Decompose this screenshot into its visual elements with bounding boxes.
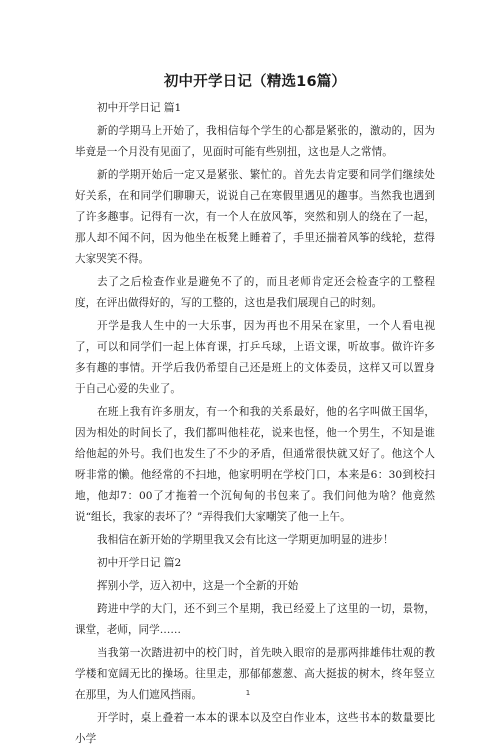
page-number: 1	[245, 689, 251, 697]
paragraph: 去了之后检查作业是避免不了的，而且老师肯定还会检查字的工整程度，在评出做得好的，写的工整的，这也是我们展现自己的时刻。	[75, 276, 435, 309]
paragraph: 挥别小学，迈入初中，这是一个全新的开始	[97, 580, 299, 592]
paragraph: 当我第一次踏进初中的校门时，首先映入眼帘的是那两排雄伟壮观的教学楼和宽阔无比的操场。往里走，那郁郁葱葱、高大挺拔的树木，终年竖立在那里，为人们遮风挡雨。	[75, 647, 435, 701]
section-heading: 初中开学日记 篇2	[97, 557, 182, 569]
paragraph: 开学时，桌上叠着一本本的课本以及空白作业本，这些书本的数量要比小学	[75, 712, 435, 745]
section-heading: 初中开学日记 篇1	[97, 102, 182, 114]
paragraph: 我相信在新开始的学期里我又会有比这一学期更加明显的进步！	[97, 534, 394, 546]
paragraph: 新的学期马上开始了，我相信每个学生的心都是紧张的，激动的，因为毕竟是一个月没有见面了，见面时可能有些别扭，这也是人之常情。	[75, 125, 435, 158]
paragraph: 跨进中学的大门，还不到三个星期，我已经爱上了这里的一切，景物，课堂，老师，同学……	[75, 603, 435, 636]
paragraph: 新的学期开始后一定又是紧张、繁忙的。首先去肯定要和同学们继续处好关系，在和同学们聊聊天，说说自己在寒假里遇见的趣事。当然我也遇到了许多趣事。记得有一次，有一个人在放风筝，突然和别人的绕在了一起，那人却不闻不问，因为他坐在板凳上睡着了，手里还揣着风筝的线轮，惹得大家哭笑不得。	[75, 169, 435, 265]
paragraph: 开学是我人生中的一大乐事，因为再也不用呆在家里，一个人看电视了，可以和同学们一起上体育课，打乒乓球，上语文课，听故事。做许许多多有趣的事情。开学后我仍希望自己还是班上的文体委员，这样又可以置身于自己心爱的失业了。	[75, 320, 435, 395]
paragraph: 在班上我有许多朋友，有一个和我的关系最好，他的名字叫做王国华，因为相处的时间长了，我们都叫他桂花，说来也怪，他一个男生，不知是谁给他起的外号。我们也发生了不少的矛盾，但通常很快就又好了。他这个人呀非常的懒。他经常的不扫地，他家明明在学校门口，本来是6：30到校扫地，他却7：00了才拖着一个沉甸甸的书包来了。我们问他为啥？他竟然说“组长，我家的表坏了？”弄得我们大家嘲笑了他一上午。	[75, 406, 435, 523]
document-title: 初中开学日记（精选16篇）	[163, 74, 347, 90]
document-body	[75, 98, 435, 750]
